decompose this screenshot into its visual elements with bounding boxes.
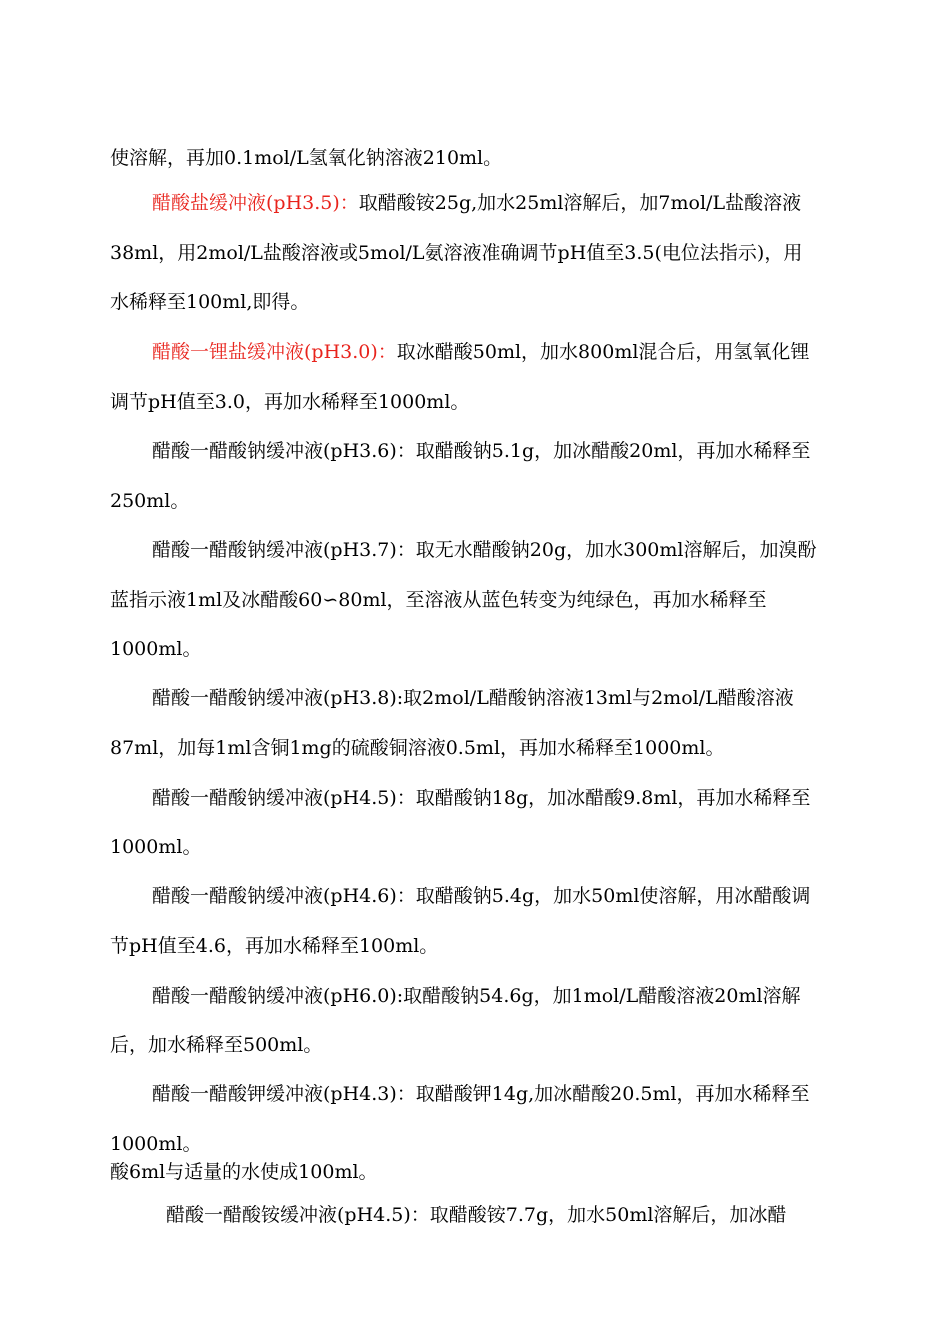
text-line: 醋酸一醋酸钠缓冲液(pH3.7)：取无水醋酸钠20g，加水300ml溶解后，加溴酚 <box>152 539 817 561</box>
text-line: 1000ml。 <box>110 1133 202 1155</box>
text-line: 水稀释至100ml,即得。 <box>110 291 310 313</box>
text-line: 醋酸一醋酸钠缓冲液(pH4.6)：取醋酸钠5.4g，加水50ml使溶解，用冰醋酸调 <box>152 885 811 907</box>
buffer-heading-red: 醋酸一锂盐缓冲液(pH3.0)： <box>152 341 397 363</box>
text-line: 醋酸一醋酸铵缓冲液(pH4.5)：取醋酸铵7.7g，加水50ml溶解后，加冰醋 <box>166 1204 787 1226</box>
buffer-heading-red: 醋酸盐缓冲液(pH3.5)： <box>152 192 359 214</box>
text-line: 醋酸一醋酸钾缓冲液(pH4.3)：取醋酸钾14g,加冰醋酸20.5ml，再加水稀释至 <box>152 1083 810 1105</box>
text-line: 1000ml。 <box>110 638 202 660</box>
text-line: 使溶解，再加0.1mol/L氢氧化钠溶液210ml。 <box>110 147 503 169</box>
paragraph-acetate-buffer-ph3-5: 醋酸盐缓冲液(pH3.5)：取醋酸铵25g,加水25ml溶解后，加7mol/L盐酸溶液 <box>152 192 802 214</box>
text-line: 酸6ml与适量的水使成100ml。 <box>110 1161 378 1183</box>
text-line: 醋酸一醋酸钠缓冲液(pH4.5)：取醋酸钠18g，加冰醋酸9.8ml，再加水稀释至 <box>152 787 811 809</box>
text-line: 87ml，加每1ml含铜1mg的硫酸铜溶液0.5ml，再加水稀释至1000ml。 <box>110 737 725 759</box>
text-line: 蓝指示液1ml及冰醋酸60∽80ml，至溶液从蓝色转变为纯绿色，再加水稀释至 <box>110 589 767 611</box>
text-line: 250ml。 <box>110 490 190 512</box>
text-line: 醋酸一醋酸钠缓冲液(pH6.0):取醋酸钠54.6g，加1mol/L醋酸溶液20ml溶解 <box>152 985 801 1007</box>
text-line: 醋酸一醋酸钠缓冲液(pH3.6)：取醋酸钠5.1g，加冰醋酸20ml，再加水稀释至 <box>152 440 811 462</box>
text-line: 1000ml。 <box>110 836 202 858</box>
text-line: 后，加水稀释至500ml。 <box>110 1034 323 1056</box>
text-line: 调节pH值至3.0，再加水稀释至1000ml。 <box>110 391 470 413</box>
text-line: 醋酸一醋酸钠缓冲液(pH3.8):取2mol/L醋酸钠溶液13ml与2mol/L醋酸溶液 <box>152 687 794 709</box>
text-line: 38ml，用2mol/L盐酸溶液或5mol/L氨溶液准确调节pH值至3.5(电位法指示)，用 <box>110 242 803 264</box>
paragraph-lithium-buffer-ph3-0: 醋酸一锂盐缓冲液(pH3.0)：取冰醋酸50ml，加水800ml混合后，用氢氧化锂 <box>152 341 810 363</box>
text-line: 节pH值至4.6，再加水稀释至100ml。 <box>110 935 439 957</box>
